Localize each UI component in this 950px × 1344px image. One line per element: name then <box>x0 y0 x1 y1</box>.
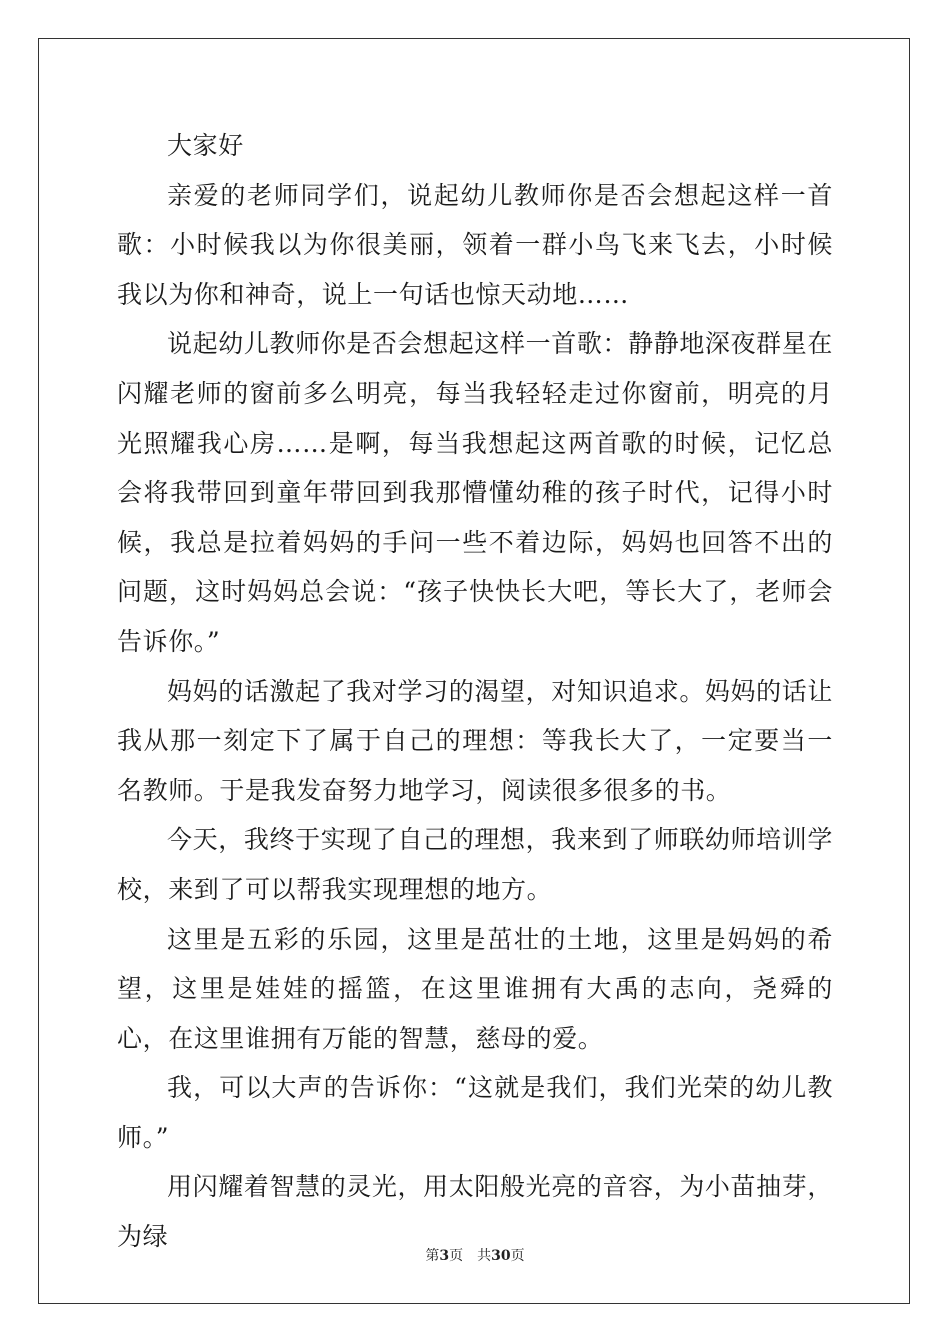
paragraph-wisdom: 用闪耀着智慧的灵光，用太阳般光亮的音容，为小苗抽芽，为绿 <box>117 1172 833 1252</box>
paragraph-song-one: 亲爱的老师同学们，说起幼儿教师你是否会想起这样一首歌：小时候我以为你很美丽，领着一群小鸟飞来飞去，小时候我以为你和神奇，说上一句话也惊天动地…… <box>117 180 833 309</box>
paragraph-paradise: 这里是五彩的乐园，这里是茁壮的土地，这里是妈妈的希望，这里是娃娃的摇篮，在这里谁拥有大禹的志向，尧舜的心，在这里谁拥有万能的智慧，慈母的爱。 <box>117 924 833 1053</box>
page-prefix: 第 <box>425 1248 440 1264</box>
total-pages: 30 <box>491 1248 511 1264</box>
paragraph-greeting: 大家好 <box>167 131 244 160</box>
total-prefix: 共 <box>477 1248 492 1264</box>
page-footer <box>0 1245 950 1265</box>
total-suffix: 页 <box>510 1248 525 1264</box>
paragraph-tell-you: 我，可以大声的告诉你：“这就是我们，我们光荣的幼儿教师。” <box>117 1073 833 1152</box>
page-number: 3 <box>439 1248 450 1264</box>
paragraph-song-two: 说起幼儿教师你是否会想起这样一首歌：静静地深夜群星在闪耀老师的窗前多么明亮，每当我轻轻走过你窗前，明亮的月光照耀我心房……是啊，每当我想起这两首歌的时候，记忆总会将我带回到童年带回到我那懵懂幼稚的孩子时代，记得小时候，我总是拉着妈妈的手问一些不着边际，妈妈也回答不出的问题，这时妈妈总会说：“孩子快快长大吧，等长大了，老师会告诉你。” <box>117 329 833 656</box>
paragraph-mother-words: 妈妈的话激起了我对学习的渴望，对知识追求。妈妈的话让我从那一刻定下了属于自己的理想：等我长大了，一定要当一名教师。于是我发奋努力地学习，阅读很多很多的书。 <box>117 676 833 805</box>
document-body <box>117 121 833 1262</box>
page-suffix: 页 <box>449 1248 464 1264</box>
paragraph-today: 今天，我终于实现了自己的理想，我来到了师联幼师培训学校，来到了可以帮我实现理想的地方。 <box>117 825 833 904</box>
